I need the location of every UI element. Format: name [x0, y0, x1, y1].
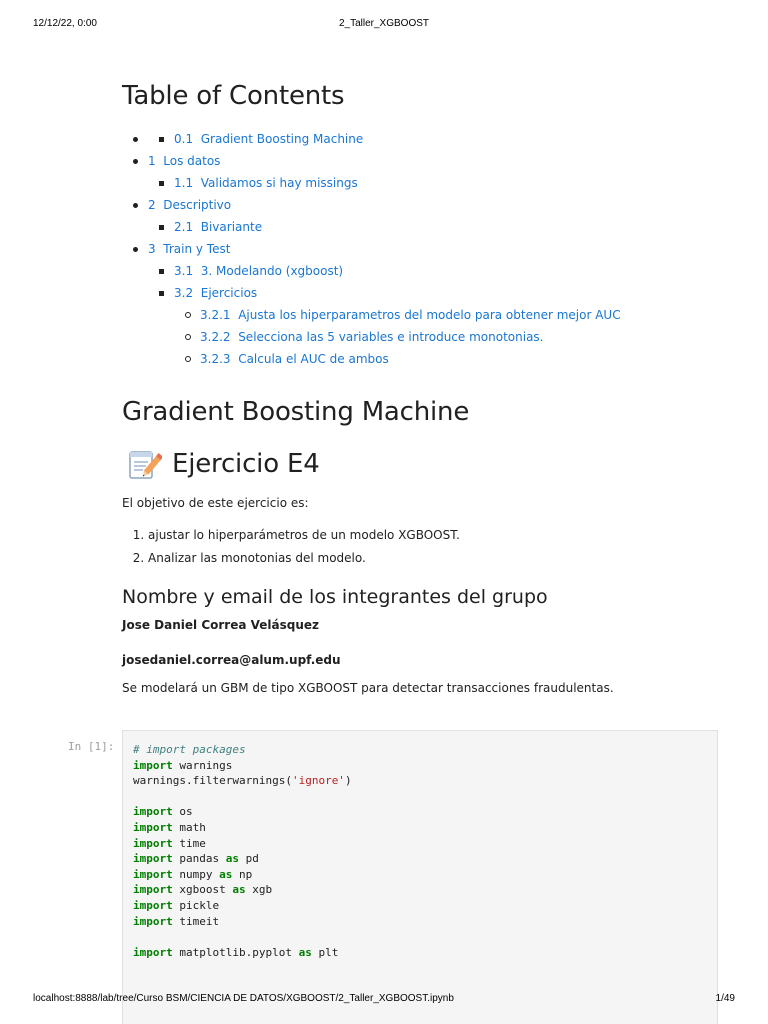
code-line	[133, 929, 352, 945]
code-token: pickle	[172, 898, 220, 912]
bullet-icon	[159, 291, 164, 296]
code-token: import	[133, 836, 173, 850]
table-of-contents	[122, 128, 722, 370]
code-token: math	[172, 820, 206, 834]
exercise-heading	[122, 446, 722, 482]
cell-prompt: In [1]:	[68, 740, 115, 753]
toc-link-los-datos[interactable]: 1 Los datos	[148, 154, 221, 168]
bullet-icon	[159, 137, 164, 142]
code-cell	[0, 730, 768, 1024]
print-date: 12/12/22, 0:00	[33, 18, 97, 29]
code-token: import	[133, 758, 173, 772]
list-item: 1. ajustar lo hiperparámetros de un modelo XGBOOST.	[148, 524, 722, 547]
code-line	[133, 758, 352, 774]
code-token: import	[133, 867, 173, 881]
print-url: localhost:8888/lab/tree/Curso BSM/CIENCIA DE DATOS/XGBOOST/2_Taller_XGBOOST.ipynb	[33, 993, 454, 1004]
code-token: time	[172, 836, 206, 850]
code-line	[133, 773, 352, 789]
toc-link-train-test[interactable]: 3 Train y Test	[148, 242, 231, 256]
toc-link-missings[interactable]: 1.1 Validamos si hay missings	[174, 176, 358, 190]
code-line	[133, 867, 352, 883]
bullet-icon	[133, 159, 138, 164]
code-token: warnings.filterwarnings(	[133, 774, 292, 788]
code-line	[133, 836, 352, 852]
code-token: timeit	[172, 914, 220, 928]
toc-item	[122, 172, 722, 194]
code-token: as	[232, 883, 246, 897]
code-token: plt	[311, 945, 339, 959]
code-token: numpy	[172, 867, 220, 881]
code-line	[133, 789, 352, 805]
bullet-icon	[185, 334, 191, 340]
toc-link-gradient-boosting[interactable]: 0.1 Gradient Boosting Machine	[174, 132, 364, 146]
code-line	[133, 820, 352, 836]
code-token: np	[232, 867, 253, 881]
code-token: import	[133, 883, 173, 897]
toc-title: Table of Contents	[122, 81, 345, 111]
exercise-intro: El objetivo de este ejercicio es:	[122, 496, 309, 510]
toc-link-ejercicios[interactable]: 3.2 Ejercicios	[174, 286, 258, 300]
code-line	[133, 742, 352, 758]
code-line	[133, 945, 352, 961]
print-header	[0, 18, 768, 32]
toc-item	[122, 282, 722, 304]
bullet-icon	[185, 356, 191, 362]
member-name: Jose Daniel Correa Velásquez	[122, 618, 319, 632]
code-token: as	[298, 945, 312, 959]
code-token: import	[133, 945, 173, 959]
code-line	[133, 882, 352, 898]
code-token: warnings	[172, 758, 233, 772]
code-token: as	[219, 867, 233, 881]
code-token: os	[172, 805, 193, 819]
code-editor[interactable]	[122, 730, 718, 1024]
bullet-icon	[159, 181, 164, 186]
toc-link-hiperparametros[interactable]: 3.2.1 Ajusta los hiperparametros del modelo para obtener mejor AUC	[200, 308, 621, 322]
bullet-icon	[133, 203, 138, 208]
code-line	[133, 914, 352, 930]
code-token: import	[133, 805, 173, 819]
print-footer	[0, 993, 768, 1007]
toc-link-auc[interactable]: 3.2.3 Calcula el AUC de ambos	[200, 352, 389, 366]
code-token: 'ignore'	[291, 774, 345, 788]
code-token: )	[344, 774, 352, 788]
bullet-icon	[185, 312, 191, 318]
toc-link-descriptivo[interactable]: 2 Descriptivo	[148, 198, 232, 212]
toc-item	[122, 128, 722, 150]
toc-item	[122, 216, 722, 238]
code-token: xgboost	[172, 883, 233, 897]
exercise-title: Ejercicio E4	[172, 449, 320, 479]
code-token: pandas	[172, 852, 226, 866]
code-token: xgb	[245, 883, 273, 897]
list-item: 2. Analizar las monotonias del modelo.	[148, 547, 722, 570]
member-email: josedaniel.correa@alum.upf.edu	[122, 653, 341, 667]
toc-item	[122, 304, 722, 326]
group-heading: Nombre y email de los integrantes del grupo	[122, 586, 548, 608]
toc-link-monotonias[interactable]: 3.2.2 Selecciona las 5 variables e introduce monotonias.	[200, 330, 544, 344]
toc-link-bivariante[interactable]: 2.1 Bivariante	[174, 220, 263, 234]
section-title: Gradient Boosting Machine	[122, 397, 470, 427]
toc-item	[122, 326, 722, 348]
code-line	[133, 898, 352, 914]
toc-item	[122, 150, 722, 172]
bullet-icon	[159, 269, 164, 274]
toc-link-modelando[interactable]: 3.1 3. Modelando (xgboost)	[174, 264, 344, 278]
memo-icon	[128, 448, 162, 480]
code-line	[133, 851, 352, 867]
toc-item	[122, 194, 722, 216]
code-token: import	[133, 852, 173, 866]
bullet-icon	[133, 137, 138, 142]
code-content	[133, 742, 352, 960]
code-line	[133, 804, 352, 820]
notebook-content	[122, 78, 722, 697]
toc-item	[122, 238, 722, 260]
bullet-icon	[133, 247, 138, 252]
code-token: # import packages	[133, 743, 246, 756]
code-token: as	[225, 852, 239, 866]
code-token: pd	[238, 852, 259, 866]
model-description: Se modelará un GBM de tipo XGBOOST para detectar transacciones fraudulentas.	[122, 681, 614, 695]
code-token: matplotlib.pyplot	[172, 945, 299, 959]
bullet-icon	[159, 225, 164, 230]
objectives-list	[122, 524, 722, 570]
code-token: import	[133, 914, 173, 928]
code-token: import	[133, 820, 173, 834]
print-title: 2_Taller_XGBOOST	[338, 18, 430, 29]
toc-item	[122, 260, 722, 282]
toc-item	[122, 348, 722, 370]
code-token: import	[133, 898, 173, 912]
page-number: 1/49	[715, 993, 735, 1004]
